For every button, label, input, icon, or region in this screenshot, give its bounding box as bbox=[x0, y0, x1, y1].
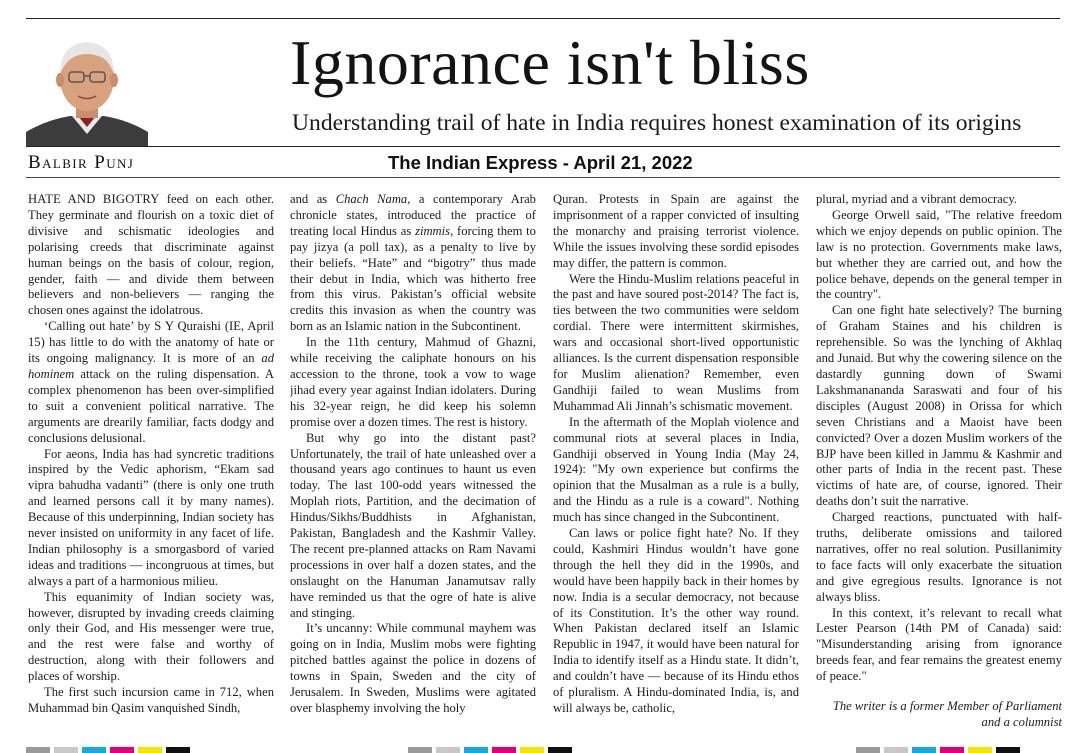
paragraph: Charged reactions, punctuated with half-truths, deliberate omissions and tailored narratives, offer no real solution. Pusillanimity to face facts will only exacerbate the situation and give egregious results. Ignorance is not always bliss. bbox=[816, 510, 1062, 604]
paragraph: Can one fight hate selectively? The burning of Graham Staines and his children is reprehensible. So was the lynching of Akhlaq and Junaid. But why the cowering silence on the dastardly gunning down of Swami Lakshmanananda Saraswati and four of his disciples (August 2008) in Orissa for which seven Christians and a Maoist have been convicted? Over a dozen Muslim workers of the BJP have been killed in Jammu & Kashmir and other parts of India in the recent past. These victims of hate are, of course, ignored. Their deaths don’t suit the narrative. bbox=[816, 303, 1062, 509]
paragraph: It’s uncanny: While communal mayhem was going on in India, Muslim mobs were fighting pitched battles against the police in dozens of towns in Spain, Sweden and the city of Jerusalem. In Sweden, Muslims were agitated over blasphemy involving the holy bbox=[290, 621, 536, 715]
lead-in-caps: HATE AND BIGOTRY bbox=[28, 192, 160, 206]
registration-swatch bbox=[884, 747, 908, 753]
paragraph bbox=[290, 192, 536, 335]
paragraph-text: ‘Calling out hate’ by S Y Quraishi (IE, April 15) has little to do with the anatomy of hate or its ongoing malignancy. It is more of an bbox=[28, 319, 274, 366]
header-rule bbox=[26, 146, 1060, 147]
registration-swatch bbox=[166, 747, 190, 753]
paragraph: The first such incursion came in 712, when Muhammad bin Qasim vanquished Sindh, bbox=[28, 685, 274, 715]
italic-term: ad hominem bbox=[28, 351, 274, 381]
paragraph-text: , a contemporary Arab chronicle states, introduced the practice of treating local Hindus as bbox=[290, 192, 536, 238]
registration-swatch bbox=[82, 747, 106, 753]
article-body bbox=[0, 192, 1080, 740]
author-portrait-icon bbox=[26, 28, 148, 146]
registration-swatch bbox=[408, 747, 432, 753]
paragraph: Can laws or police fight hate? No. If they could, Kashmiri Hindus wouldn’t have gone through the hell they did in the 1990s, and would have been happily back in their homes by now. India is a secular democracy, not because of its Constitution. It’s the other way round. When Pakistan declared itself an Islamic Republic in 1947, it would have been natural for India to identify itself as a Hindu state. It didn’t, and couldn’t have — because of its Hindu ethos of pluralism. A Hindu-dominated India, is, and will always be, catholic, bbox=[553, 526, 799, 715]
color-registration-strip bbox=[856, 747, 1024, 753]
column-4 bbox=[816, 192, 1062, 740]
registration-swatch bbox=[996, 747, 1020, 753]
color-registration-strip bbox=[408, 747, 576, 753]
registration-swatch bbox=[138, 747, 162, 753]
paragraph-text: attack on the ruling dispensation. A complex phenomenon has been over-simplified to suit a convenient political narrative. The arguments are drearily familiar, facts dodgy and conclusions delusional. bbox=[28, 366, 274, 445]
registration-swatch bbox=[492, 747, 516, 753]
registration-swatch bbox=[436, 747, 460, 753]
paragraph: George Orwell said, "The relative freedom which we enjoy depends on public opinion. The law is no protection. Governments make laws, but whether they are carried out, and how the police behave, depends on the general temper in the country". bbox=[816, 207, 1062, 302]
column-3 bbox=[553, 192, 799, 740]
paragraph: In the 11th century, Mahmud of Ghazni, while receiving the caliphate honours on his accession to the throne, took a vow to wage jihad every year against Indian idolaters. During his 32-year reign, he did keep his solemn promise over a dozen times. The rest is history. bbox=[290, 335, 536, 429]
paragraph bbox=[28, 192, 274, 319]
column-1 bbox=[28, 192, 274, 740]
paragraph: But why go into the distant past? Unfortunately, the trail of hate unleashed over a thousand years ago continues to haunt us even today. The last 100-odd years witnessed the Moplah riots, Partition, and the decimation of Hindus/Sikhs/Buddhists in Afghanistan, Pakistan, Bangladesh and the Kashmir Valley. The recent pre-planned attacks on Ram Navami processions in over half a dozen states, and the onslaught on the Hanuman Janamutsav rally have reminded us that the ogre of hate is alive and stinging. bbox=[290, 430, 536, 620]
italic-term: zimmis bbox=[415, 223, 451, 238]
registration-swatch bbox=[54, 747, 78, 753]
paragraph: plural, myriad and a vibrant democracy. bbox=[816, 192, 1017, 206]
registration-swatch bbox=[110, 747, 134, 753]
paragraph: Were the Hindu-Muslim relations peaceful in the past and have soured post-2014? The fact is, ties between the two communities were seldom cordial. There were intermittent skirmishes, wars and occasional short-lived opportunistic alliances. Is the current dispensation responsible for Muslim alienation? Remember, even Gandhiji failed to wean Muslims from Muhammad Ali Jinnah’s schismatic movement. bbox=[553, 271, 799, 413]
column-2 bbox=[290, 192, 536, 740]
byline-rule bbox=[26, 177, 1060, 178]
subheadline: Understanding trail of hate in India requires honest examination of its origins bbox=[292, 110, 1022, 136]
paragraph-text: , forcing them to pay jizya (a poll tax), as a penalty to live by their beliefs. “Hate” and “bigotry” thus made their debut in India, which was hitherto free from this virus. Pakistan’s official website credits this invasion as when the country was born as an Islamic nation in the Subcontinent. bbox=[290, 223, 536, 334]
paragraph-text: and as bbox=[290, 192, 336, 206]
italic-term: Chach Nama bbox=[335, 192, 408, 206]
registration-swatch bbox=[940, 747, 964, 753]
author-bio: The writer is a former Member of Parliament and a columnist bbox=[832, 699, 1062, 729]
author-byline: Balbir Punj bbox=[28, 152, 135, 173]
paragraph-text: feed on each other. They germinate and flourish on a toxic diet of divisive and schismatic ideologies and polarising creeds that discriminate against human beings on the basis of colour, region, gender, faith — and divide them between believers and non-believers — ranging the chosen ones against the idolatrous. bbox=[28, 192, 274, 318]
registration-swatch bbox=[856, 747, 880, 753]
paragraph: For aeons, India has had syncretic traditions inspired by the Vedic aphorism, “Ekam sad vipra bahudha vadanti” (there is only one truth and learned persons call it by many names). Because of this underpinning, Indian society has never insisted on uniformity in any facet of life. Indian philosophy is a smorgasbord of varied ideas and traditions — incongruous at times, but always a part of a harmonious milieu. bbox=[28, 446, 274, 588]
paragraph: This equanimity of Indian society was, however, disrupted by invading creeds claiming only their God, and His messenger were true, and the rest were false and worthy of destruction, along with their followers and places of worship. bbox=[28, 589, 274, 684]
registration-swatch bbox=[464, 747, 488, 753]
top-rule bbox=[26, 18, 1060, 19]
headline: Ignorance isn't bliss bbox=[290, 27, 810, 98]
paragraph: In this context, it’s relevant to recall what Lester Pearson (14th PM of Canada) said: "Misunderstanding arising from ignorance breeds fear, and fear remains the greatest enemy of peace." bbox=[816, 605, 1062, 684]
source-dateline: The Indian Express - April 21, 2022 bbox=[388, 152, 693, 173]
registration-swatch bbox=[26, 747, 50, 753]
paragraph: Quran. Protests in Spain are against the imprisonment of a rapper convicted of insulting the monarchy and praising terrorist violence. While the issues involving these sordid episodes may differ, the pattern is common. bbox=[553, 192, 799, 270]
color-registration-strip bbox=[26, 747, 194, 753]
paragraph: In the aftermath of the Moplah violence and communal riots at several places in India, Gandhiji observed in Young India (May 24, 1924): "My own experience but confirms the opinion that the Musalman as a rule is a bully, and the Hindu as a rule is a coward". Nothing much has since changed in the Subcontinent. bbox=[553, 414, 799, 525]
registration-swatch bbox=[912, 747, 936, 753]
paragraph bbox=[28, 319, 274, 446]
registration-swatch bbox=[548, 747, 572, 753]
registration-swatch bbox=[968, 747, 992, 753]
registration-swatch bbox=[520, 747, 544, 753]
author-portrait bbox=[26, 28, 148, 146]
